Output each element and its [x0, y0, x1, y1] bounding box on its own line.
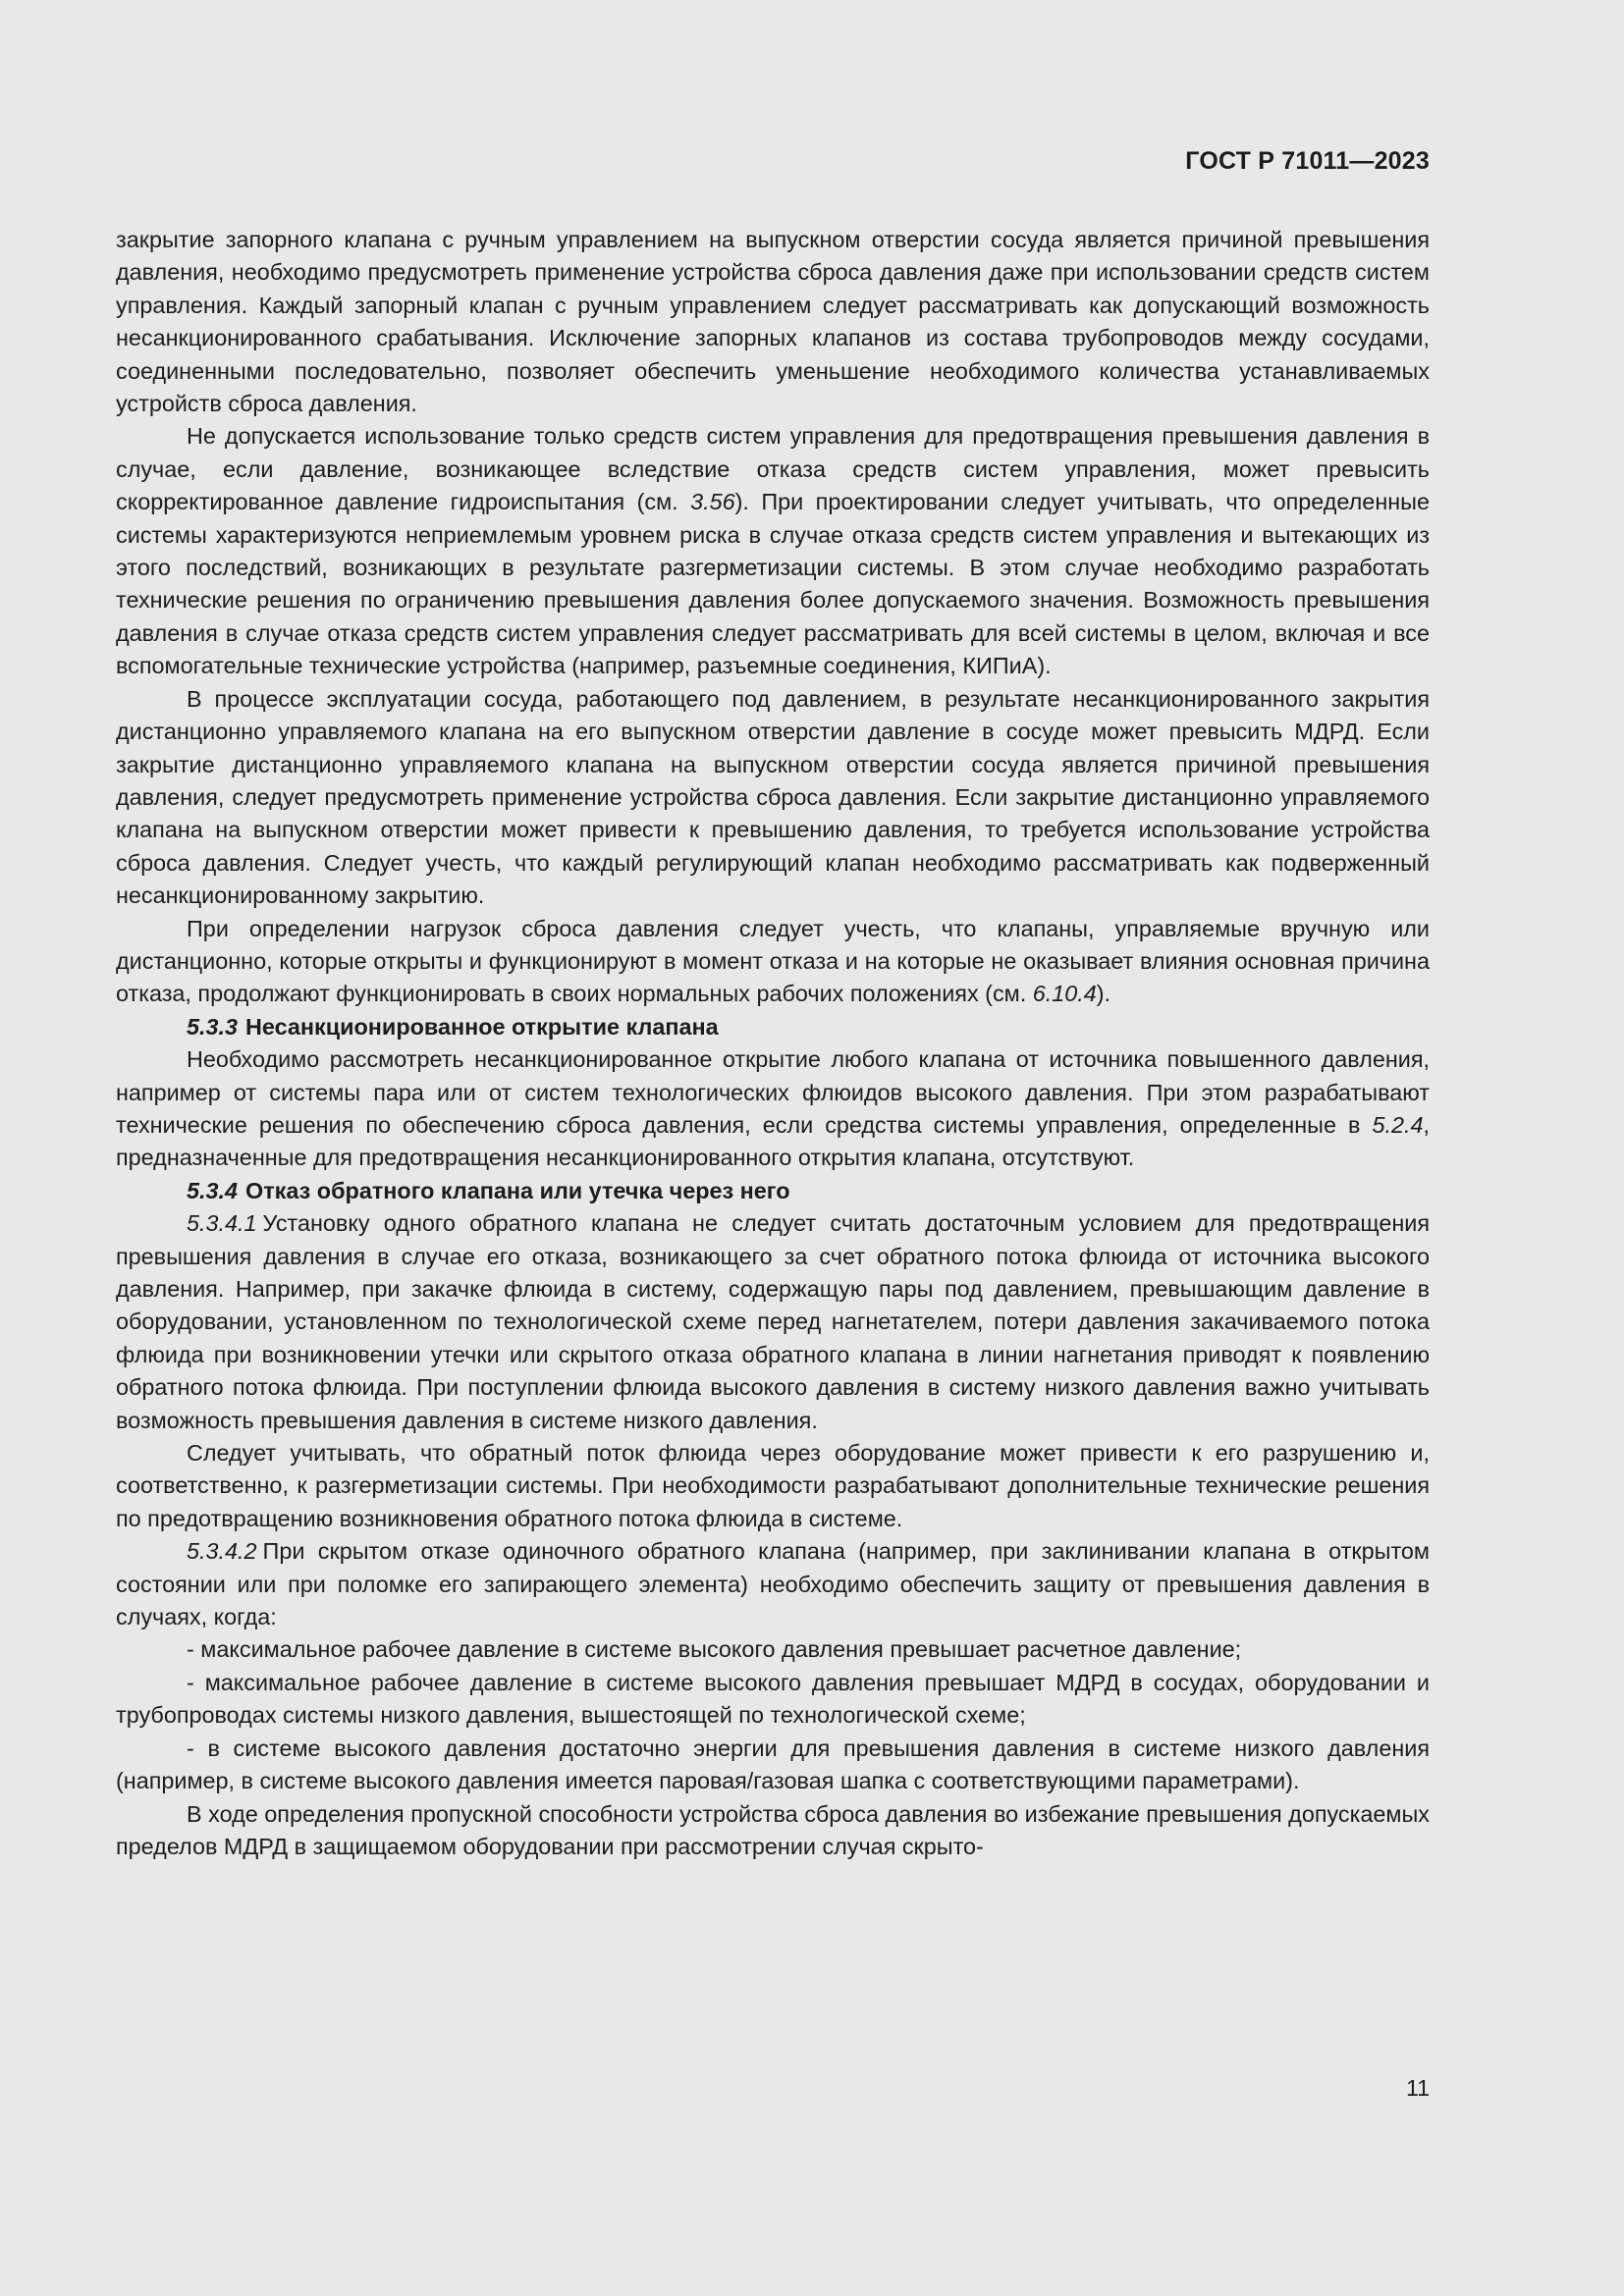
paragraph-text: , предназначенные для предотвращения несанкционированного открытия клапана, отсутствуют. [116, 1111, 1430, 1171]
paragraph-text: Необходимо рассмотреть несанкционированное открытие любого клапана от источника повышенного давления, например от системы пара или от систем технологических флюидов высокого давления. При этом разрабатывают технические решения по обеспечению сброса давления, если средства системы управления, определенные в [116, 1046, 1430, 1138]
paragraph [116, 913, 1430, 1011]
clause-number: 5.3.4.2 [187, 1538, 257, 1565]
clause-reference: 6.10.4 [1032, 981, 1097, 1007]
paragraph: закрытие запорного клапана с ручным управлением на выпускном отверстии сосуда является причиной превышения давления, необходимо предусмотреть применение устройства сброса давления даже при использовании средств систем управления. Каждый запорный клапан с ручным управлением следует рассматривать как допускающий возможность несанкционированного срабатывания. Исключение запорных клапанов из состава трубопроводов между сосудами, соединенными последовательно, позволяет обеспечить уменьшение необходимого количества устанавливаемых устройств сброса давления. [116, 227, 1430, 417]
paragraph-text: ). [1096, 981, 1111, 1007]
paragraph-text: Не допускается использование только средств систем управления для предотвращения превышения давления в случае, если давление, возникающее вследствие отказа средств систем управления, может превысить скорректированное давление гидроиспытания (см. [116, 423, 1430, 515]
section-title: Отказ обратного клапана или утечка через него [245, 1177, 790, 1203]
paragraph [116, 420, 1430, 682]
clause-number: 5.3.4.1 [187, 1210, 257, 1237]
paragraph-text: ). При проектировании следует учитывать, что определенные системы характеризуются неприемлемым уровнем риска в случае отказа средств систем управления и вытекающих из этого последствий, возникающих в результате разгерметизации системы. В этом случае необходимо разработать технические решения по ограничению превышения давления более допускаемого значения. Возможность превышения давления в случае отказа средств систем управления следует рассматривать для всей системы в целом, включая и все вспомогательные технические устройства (например, разъемные соединения, КИПиА). [116, 489, 1430, 679]
paragraph: В ходе определения пропускной способности устройства сброса давления во избежание превышения допускаемых пределов МДРД в защищаемом оборудовании при рассмотрении случая скрыто- [116, 1800, 1430, 1859]
paragraph-text: Установку одного обратного клапана не следует считать достаточным условием для предотвращения превышения давления в случае его отказа, возникающего за счет обратного потока флюида от источника высокого давления. Например, при закачке флюида в систему, содержащую пары под давлением, превышающим давление в оборудовании, установленном по технологической схеме перед нагнетателем, потери давления закачиваемого потока флюида при возникновении утечки или скрытого отказа обратного клапана в линии нагнетания приводят к появлению обратного потока флюида. При поступлении флюида высокого давления в систему низкого давления важно учитывать возможность превышения давления в системе низкого давления. [116, 1210, 1430, 1433]
paragraph-text: При скрытом отказе одиночного обратного клапана (например, при заклинивании клапана в открытом состоянии или при поломке его запирающего элемента) необходимо обеспечить защиту от превышения давления в случаях, когда: [116, 1538, 1430, 1630]
clause-reference: 3.56 [690, 489, 735, 515]
paragraph [116, 1207, 1430, 1437]
section-heading [116, 1011, 1430, 1043]
paragraph [116, 1535, 1430, 1633]
list-item: - максимальное рабочее давление в системе высокого давления превышает МДРД в сосудах, оборудовании и трубопроводах системы низкого давления, вышестоящей по технологической схеме; [116, 1669, 1430, 1729]
paragraph: В процессе эксплуатации сосуда, работающего под давлением, в результате несанкционированного закрытия дистанционно управляемого клапана на его выпускном отверстии давление в сосуде может превысить МДРД. Если закрытие дистанционно управляемого клапана на выпускном отверстии сосуда является причиной превышения давления, следует предусмотреть применение устройства сброса давления. Если закрытие дистанционно управляемого клапана на выпускном отверстии может привести к превышению давления, то требуется использование устройства сброса давления. Следует учесть, что каждый регулирующий клапан необходимо рассматривать как подверженный несанкционированному закрытию. [116, 685, 1430, 909]
section-number: 5.3.3 [187, 1013, 239, 1040]
paragraph-text: При определении нагрузок сброса давления следует учесть, что клапаны, управляемые вручную или дистанционно, которые открыты и функционируют в момент отказа и на которые не оказывает влияния основная причина отказа, продолжают функционировать в своих нормальных рабочих положениях (см. [116, 915, 1430, 1007]
document-code-header: ГОСТ Р 71011—2023 [1185, 147, 1430, 175]
paragraph: Следует учитывать, что обратный поток флюида через оборудование может привести к его разрушению и, соответственно, к разгерметизации системы. При необходимости разрабатывают дополнительные технические решения по предотвращению возникновения обратного потока флюида в системе. [116, 1440, 1430, 1531]
section-title: Несанкционированное открытие клапана [245, 1013, 719, 1040]
clause-reference: 5.2.4 [1372, 1111, 1424, 1138]
paragraph [116, 1043, 1430, 1175]
page-body [116, 224, 1430, 1863]
list-item: - максимальное рабочее давление в системе высокого давления превышает расчетное давление; [187, 1636, 1242, 1663]
page-number: 11 [1406, 2075, 1430, 2101]
section-heading [116, 1175, 1430, 1207]
list-item: - в системе высокого давления достаточно энергии для превышения давления в системе низкого давления (например, в системе высокого давления имеется паровая/газовая шапка с соответствующими параметрами). [116, 1735, 1430, 1794]
section-number: 5.3.4 [187, 1177, 239, 1203]
